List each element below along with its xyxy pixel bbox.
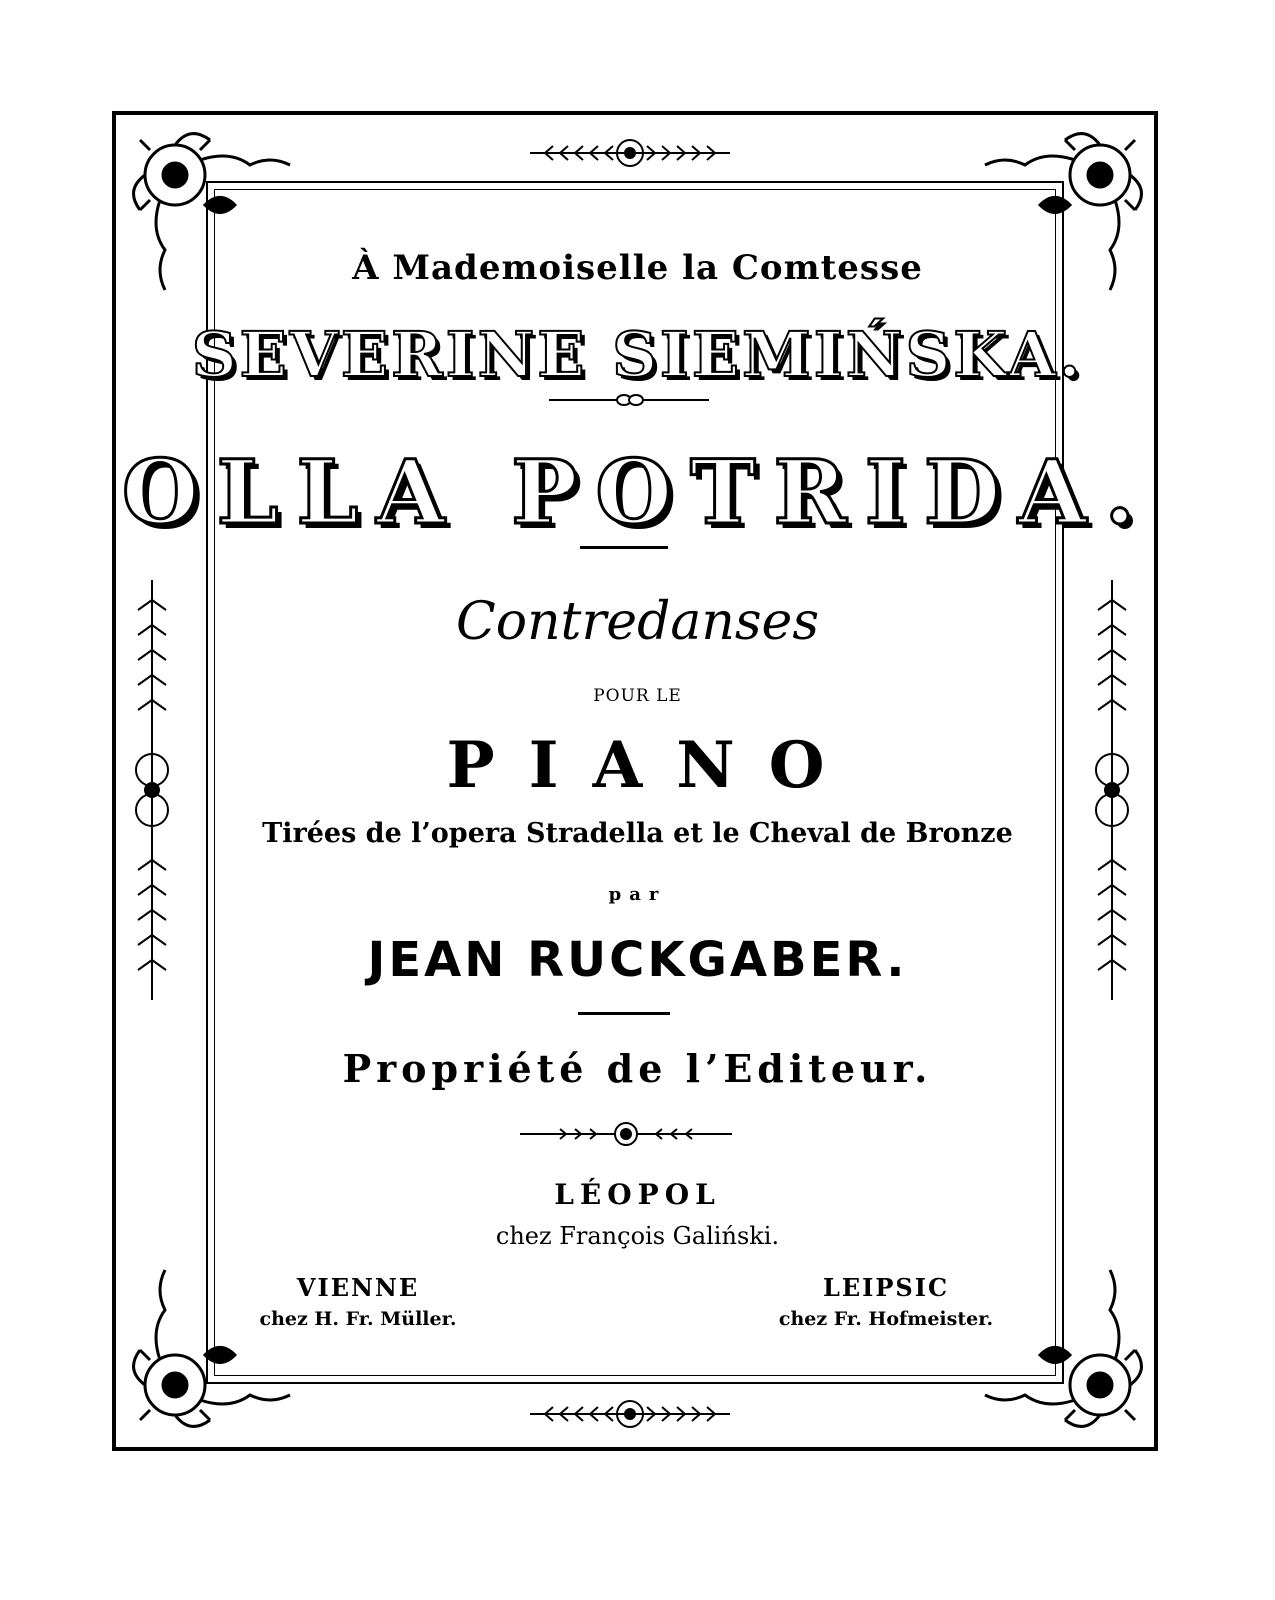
agent-vienne — [178, 1273, 538, 1330]
agent-name: chez Fr. Hofmeister. — [778, 1308, 994, 1330]
agent-city: VIENNE — [296, 1273, 420, 1302]
agent-leipsic — [706, 1273, 1066, 1330]
agent-city: LEIPSIC — [822, 1273, 950, 1302]
genre: Contredanses — [455, 592, 820, 652]
par: par — [608, 884, 667, 905]
garland-icon — [525, 1396, 735, 1432]
source-operas: Tirées de l’opera Stradella et le Cheval de Bronze — [262, 818, 1013, 849]
instrument: PIANO — [446, 728, 859, 803]
agent-name: chez H. Fr. Müller. — [259, 1308, 457, 1330]
dedicatee-name: SEVERINE SIEMIŃSKA. — [191, 318, 1084, 391]
publisher-name: chez François Galiński. — [495, 1222, 780, 1250]
corner-rosette-icon — [955, 120, 1155, 320]
dedication: À Mademoiselle la Comtesse — [352, 248, 923, 288]
pour-le: POUR LE — [593, 686, 682, 706]
rights-notice: Propriété de l’Editeur. — [342, 1046, 933, 1091]
divider-rule — [578, 1012, 670, 1015]
divider-rule — [580, 546, 668, 549]
composer-name: JEAN RUCKGABER. — [367, 932, 908, 988]
flourish-icon — [520, 1118, 732, 1150]
page-title: OLLA POTRIDA. — [121, 440, 1154, 544]
corner-rosette-icon — [120, 120, 320, 320]
publisher-city: LÉOPOL — [554, 1178, 721, 1211]
corner-rosette-icon — [120, 1240, 320, 1440]
garland-icon — [525, 135, 735, 171]
corner-rosette-icon — [955, 1240, 1155, 1440]
flourish-icon — [610, 390, 650, 410]
